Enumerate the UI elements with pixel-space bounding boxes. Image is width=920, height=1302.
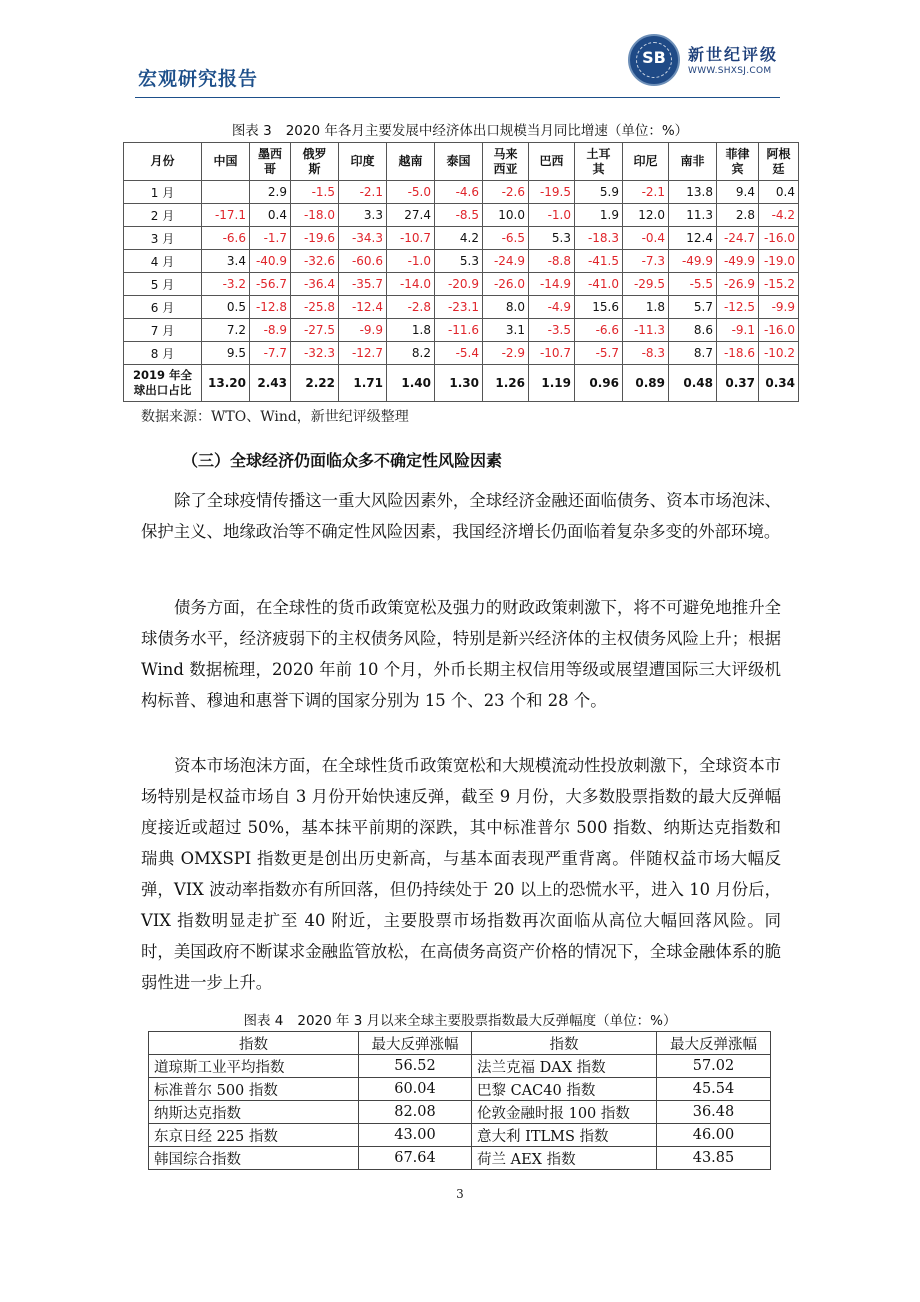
table-cell: 1.19 xyxy=(529,365,575,402)
table-cell: -3.5 xyxy=(529,319,575,342)
table-cell: 0.48 xyxy=(669,365,717,402)
report-type-title: 宏观研究报告 xyxy=(138,68,259,90)
row-label: 6 月 xyxy=(124,296,202,319)
table-row xyxy=(149,1147,771,1170)
table-cell: 8.6 xyxy=(669,319,717,342)
table-header-row xyxy=(149,1032,771,1055)
table-row xyxy=(124,342,799,365)
table-cell: 1.8 xyxy=(387,319,435,342)
table-cell: -10.7 xyxy=(529,342,575,365)
table-cell: -11.6 xyxy=(435,319,483,342)
table-cell: -5.4 xyxy=(435,342,483,365)
table-cell: -60.6 xyxy=(339,250,387,273)
table-cell: 5.3 xyxy=(529,227,575,250)
table-cell: -1.5 xyxy=(291,181,339,204)
table-cell: -2.1 xyxy=(623,181,669,204)
table-row xyxy=(124,250,799,273)
table-cell: -9.9 xyxy=(759,296,799,319)
index-name-cell: 巴黎 CAC40 指数 xyxy=(472,1078,657,1101)
table-cell: -49.9 xyxy=(669,250,717,273)
table-cell: -32.6 xyxy=(291,250,339,273)
column-header: 泰国 xyxy=(435,143,483,181)
table-cell: -24.7 xyxy=(717,227,759,250)
index-name-cell: 韩国综合指数 xyxy=(149,1147,359,1170)
table-cell: 8.7 xyxy=(669,342,717,365)
table-cell: -1.0 xyxy=(529,204,575,227)
table-cell: -2.1 xyxy=(339,181,387,204)
column-header: 月份 xyxy=(124,143,202,181)
table-cell: -12.7 xyxy=(339,342,387,365)
table-cell: 0.4 xyxy=(250,204,291,227)
table-row xyxy=(149,1101,771,1124)
table-cell: -14.0 xyxy=(387,273,435,296)
table-cell: -26.9 xyxy=(717,273,759,296)
table-header-row xyxy=(124,143,799,181)
table-cell: -49.9 xyxy=(717,250,759,273)
table-cell: -2.8 xyxy=(387,296,435,319)
table-cell: -6.5 xyxy=(483,227,529,250)
table-cell: -20.9 xyxy=(435,273,483,296)
table-cell: 3.3 xyxy=(339,204,387,227)
table-cell: 1.8 xyxy=(623,296,669,319)
column-header: 墨西 哥 xyxy=(250,143,291,181)
table-cell: -2.6 xyxy=(483,181,529,204)
table-cell: -29.5 xyxy=(623,273,669,296)
export-share-row xyxy=(124,365,799,402)
rebound-value-cell: 67.64 xyxy=(359,1147,472,1170)
index-name-cell: 道琼斯工业平均指数 xyxy=(149,1055,359,1078)
index-name-cell: 纳斯达克指数 xyxy=(149,1101,359,1124)
column-header: 俄罗 斯 xyxy=(291,143,339,181)
table-cell: 2.8 xyxy=(717,204,759,227)
rebound-value-cell: 56.52 xyxy=(359,1055,472,1078)
table-cell: -12.5 xyxy=(717,296,759,319)
table-row xyxy=(149,1078,771,1101)
table-cell: -8.5 xyxy=(435,204,483,227)
table-cell: 11.3 xyxy=(669,204,717,227)
index-name-cell: 法兰克福 DAX 指数 xyxy=(472,1055,657,1078)
column-header: 阿根 廷 xyxy=(759,143,799,181)
table-cell: 0.4 xyxy=(759,181,799,204)
table-cell: -0.4 xyxy=(623,227,669,250)
table-row xyxy=(149,1124,771,1147)
column-header: 菲律 宾 xyxy=(717,143,759,181)
body-paragraph: 除了全球疫情传播这一重大风险因素外，全球经济金融还面临债务、资本市场泡沫、保护主义、地缘政治等不确定性风险因素，我国经济增长仍面临着复杂多变的外部环境。 xyxy=(141,491,781,541)
table-cell: -19.5 xyxy=(529,181,575,204)
table-cell: 2.22 xyxy=(291,365,339,402)
table-cell: 2.43 xyxy=(250,365,291,402)
table-cell: -18.6 xyxy=(717,342,759,365)
column-header: 土耳 其 xyxy=(575,143,623,181)
column-header: 指数 xyxy=(472,1032,657,1055)
table-cell: -15.2 xyxy=(759,273,799,296)
table-cell xyxy=(202,181,250,204)
row-label: 7 月 xyxy=(124,319,202,342)
table-cell: -16.0 xyxy=(759,227,799,250)
table-cell: 5.3 xyxy=(435,250,483,273)
rebound-value-cell: 45.54 xyxy=(657,1078,771,1101)
index-name-cell: 东京日经 225 指数 xyxy=(149,1124,359,1147)
table-cell: 10.0 xyxy=(483,204,529,227)
table-cell: -7.3 xyxy=(623,250,669,273)
table-cell: -12.4 xyxy=(339,296,387,319)
company-logo xyxy=(628,34,798,90)
table-cell: -4.9 xyxy=(529,296,575,319)
table-cell: -27.5 xyxy=(291,319,339,342)
table-cell: -26.0 xyxy=(483,273,529,296)
table-row xyxy=(124,273,799,296)
table-cell: -6.6 xyxy=(575,319,623,342)
export-growth-table xyxy=(123,142,799,402)
table-cell: -3.2 xyxy=(202,273,250,296)
table-cell: -7.7 xyxy=(250,342,291,365)
table3-source: 数据来源：WTO、Wind，新世纪评级整理 xyxy=(141,409,409,425)
table-cell: -18.3 xyxy=(575,227,623,250)
table-cell: -16.0 xyxy=(759,319,799,342)
table-cell: 9.5 xyxy=(202,342,250,365)
table-cell: -8.8 xyxy=(529,250,575,273)
table-cell: -17.1 xyxy=(202,204,250,227)
table-cell: -10.2 xyxy=(759,342,799,365)
table-cell: -4.2 xyxy=(759,204,799,227)
index-name-cell: 标准普尔 500 指数 xyxy=(149,1078,359,1101)
table-cell: -36.4 xyxy=(291,273,339,296)
table-cell: -40.9 xyxy=(250,250,291,273)
column-header: 印尼 xyxy=(623,143,669,181)
body-paragraph: 债务方面，在全球性的货币政策宽松及强力的财政政策刺激下，将不可避免地推升全球债务水平，经济疲弱下的主权债务风险，特别是新兴经济体的主权债务风险上升；根据 Wind 数据梳理，2020 年前 10 个月，外币长期主权信用等级或展望遭国际三大评级机构标普、穆迪和惠誉下调的国家分别为 15 个、23 个和 28 个。 xyxy=(141,598,781,710)
row-label: 1 月 xyxy=(124,181,202,204)
row-label: 2 月 xyxy=(124,204,202,227)
logo-website: WWW.SHXSJ.COM xyxy=(688,66,772,76)
table-cell: -11.3 xyxy=(623,319,669,342)
row-label: 3 月 xyxy=(124,227,202,250)
table-cell: 1.30 xyxy=(435,365,483,402)
row-label: 5 月 xyxy=(124,273,202,296)
table-cell: -5.5 xyxy=(669,273,717,296)
body-paragraph: 资本市场泡沫方面，在全球性货币政策宽松和大规模流动性投放刺激下，全球资本市场特别是权益市场自 3 月份开始快速反弹，截至 9 月份，大多数股票指数的最大反弹幅度接近或超过 50%，基本抹平前期的深跌，其中标准普尔 500 指数、纳斯达克指数和瑞典 OMXSPI 指数更是创出历史新高，与基本面表现严重背离。伴随权益市场大幅反弹，VIX 波动率指数亦有所回落，但仍持续处于 20 以上的恐慌水平，进入 10 月份后，VIX 指数明显走扩至 40 附近，主要股票市场指数再次面临从高位大幅回落风险。同时，美国政府不断谋求金融监管放松，在高债务高资产价格的情况下，全球金融体系的脆弱性进一步上升。 xyxy=(141,756,781,992)
header-divider xyxy=(135,97,780,98)
row-label: 8 月 xyxy=(124,342,202,365)
table-cell: 0.96 xyxy=(575,365,623,402)
table-cell: -19.0 xyxy=(759,250,799,273)
table-cell: 7.2 xyxy=(202,319,250,342)
table-cell: 2.9 xyxy=(250,181,291,204)
table-cell: -18.0 xyxy=(291,204,339,227)
rebound-value-cell: 57.02 xyxy=(657,1055,771,1078)
table-cell: 8.0 xyxy=(483,296,529,319)
table-cell: -8.3 xyxy=(623,342,669,365)
table-cell: -1.7 xyxy=(250,227,291,250)
table-cell: -56.7 xyxy=(250,273,291,296)
rebound-value-cell: 36.48 xyxy=(657,1101,771,1124)
table-row xyxy=(124,181,799,204)
table-cell: -24.9 xyxy=(483,250,529,273)
column-header: 最大反弹涨幅 xyxy=(359,1032,472,1055)
table-cell: -32.3 xyxy=(291,342,339,365)
logo-badge-icon xyxy=(628,34,680,86)
table-cell: -41.0 xyxy=(575,273,623,296)
table-cell: 1.9 xyxy=(575,204,623,227)
table-cell: 9.4 xyxy=(717,181,759,204)
table-cell: -19.6 xyxy=(291,227,339,250)
table-row xyxy=(149,1055,771,1078)
table-cell: -4.6 xyxy=(435,181,483,204)
stock-index-rebound-table xyxy=(148,1031,771,1170)
column-header: 最大反弹涨幅 xyxy=(657,1032,771,1055)
table3-caption: 图表 3 2020 年各月主要发展中经济体出口规模当月同比增速（单位：%） xyxy=(231,123,689,139)
table-cell: -14.9 xyxy=(529,273,575,296)
rebound-value-cell: 60.04 xyxy=(359,1078,472,1101)
table-cell: -9.1 xyxy=(717,319,759,342)
row-label: 4 月 xyxy=(124,250,202,273)
table-cell: -34.3 xyxy=(339,227,387,250)
table-cell: -1.0 xyxy=(387,250,435,273)
table-cell: 0.89 xyxy=(623,365,669,402)
table-cell: 0.37 xyxy=(717,365,759,402)
rebound-value-cell: 43.00 xyxy=(359,1124,472,1147)
table4-caption: 图表 4 2020 年 3 月以来全球主要股票指数最大反弹幅度（单位：%） xyxy=(243,1013,677,1029)
table-cell: 4.2 xyxy=(435,227,483,250)
table-cell: -9.9 xyxy=(339,319,387,342)
table-cell: -8.9 xyxy=(250,319,291,342)
table-cell: -35.7 xyxy=(339,273,387,296)
table-cell: -12.8 xyxy=(250,296,291,319)
index-name-cell: 意大利 ITLMS 指数 xyxy=(472,1124,657,1147)
column-header: 越南 xyxy=(387,143,435,181)
index-name-cell: 荷兰 AEX 指数 xyxy=(472,1147,657,1170)
column-header: 马来 西亚 xyxy=(483,143,529,181)
rebound-value-cell: 82.08 xyxy=(359,1101,472,1124)
table-cell: 12.4 xyxy=(669,227,717,250)
table-cell: 27.4 xyxy=(387,204,435,227)
column-header: 巴西 xyxy=(529,143,575,181)
column-header: 印度 xyxy=(339,143,387,181)
table-cell: -25.8 xyxy=(291,296,339,319)
table-row xyxy=(124,204,799,227)
table-cell: 3.4 xyxy=(202,250,250,273)
column-header: 南非 xyxy=(669,143,717,181)
page-number: 3 xyxy=(456,1187,464,1201)
rebound-value-cell: 43.85 xyxy=(657,1147,771,1170)
logo-badge-text: SB xyxy=(642,48,666,67)
table-cell: 5.9 xyxy=(575,181,623,204)
section-heading: （三）全球经济仍面临众多不确定性风险因素 xyxy=(182,451,503,470)
table-row xyxy=(124,319,799,342)
table-cell: 5.7 xyxy=(669,296,717,319)
table-cell: -5.7 xyxy=(575,342,623,365)
table-cell: -2.9 xyxy=(483,342,529,365)
table-cell: 13.8 xyxy=(669,181,717,204)
table-cell: 15.6 xyxy=(575,296,623,319)
table-cell: -41.5 xyxy=(575,250,623,273)
index-name-cell: 伦敦金融时报 100 指数 xyxy=(472,1101,657,1124)
table-cell: 13.20 xyxy=(202,365,250,402)
table-cell: -5.0 xyxy=(387,181,435,204)
table-cell: -10.7 xyxy=(387,227,435,250)
table-row xyxy=(124,227,799,250)
rebound-value-cell: 46.00 xyxy=(657,1124,771,1147)
table-cell: -6.6 xyxy=(202,227,250,250)
table-cell: 0.5 xyxy=(202,296,250,319)
table-cell: 3.1 xyxy=(483,319,529,342)
table-cell: 12.0 xyxy=(623,204,669,227)
table-row xyxy=(124,296,799,319)
table-cell: 1.71 xyxy=(339,365,387,402)
table-cell: 1.40 xyxy=(387,365,435,402)
table-cell: 1.26 xyxy=(483,365,529,402)
table-cell: -23.1 xyxy=(435,296,483,319)
column-header: 中国 xyxy=(202,143,250,181)
column-header: 指数 xyxy=(149,1032,359,1055)
row-label: 2019 年全 球出口占比 xyxy=(124,365,202,402)
table-cell: 8.2 xyxy=(387,342,435,365)
table-cell: 0.34 xyxy=(759,365,799,402)
logo-company-name: 新世纪评级 xyxy=(688,45,779,64)
